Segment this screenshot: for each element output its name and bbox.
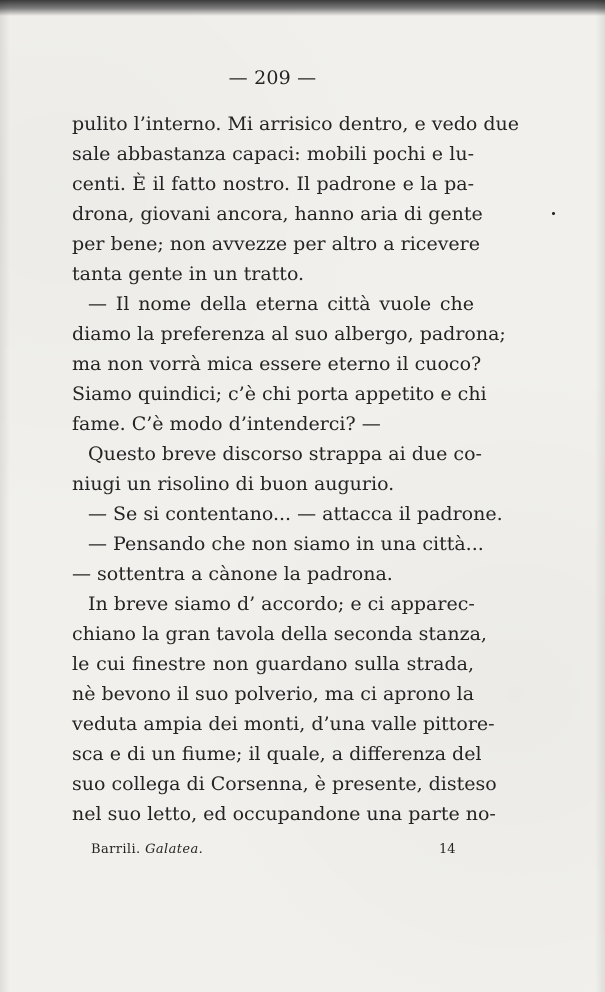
text-line-24: nel suo letto, ed occupandone una parte no- bbox=[72, 803, 496, 825]
text-line-15: — Pensando che non siamo in una città... bbox=[88, 533, 484, 555]
text-line-16: — sottentra a cànone la padrona. bbox=[72, 563, 393, 585]
text-line-22: sca e di un fiume; il quale, a differenza del bbox=[72, 743, 482, 765]
text-line-7: — Il nome della eterna città vuole che bbox=[88, 293, 474, 315]
scan-right-shadow bbox=[595, 0, 605, 992]
page-number: — 209 — bbox=[228, 67, 317, 89]
text-line-9: ma non vorrà mica essere eterno il cuoco? bbox=[72, 353, 482, 375]
ink-speck bbox=[552, 212, 555, 215]
text-line-14: — Se si contentano... — attacca il padrone. bbox=[88, 503, 503, 525]
footer-signature-label bbox=[91, 842, 203, 857]
text-line-5: per bene; non avvezze per altro a ricevere bbox=[72, 233, 480, 255]
footer-author: Barrili. bbox=[91, 842, 141, 857]
footer-signature-number: 14 bbox=[439, 842, 456, 857]
text-line-3: centi. È il fatto nostro. Il padrone e la pa- bbox=[72, 173, 474, 195]
text-line-1: pulito l’interno. Mi arrisico dentro, e vedo due bbox=[72, 113, 519, 135]
text-line-4: drona, giovani ancora, hanno aria di gente bbox=[72, 203, 483, 225]
text-line-17: In breve siamo d’ accordo; e ci apparec- bbox=[88, 593, 475, 615]
text-line-8: diamo la preferenza al suo albergo, padrona; bbox=[72, 323, 506, 345]
scan-left-shadow bbox=[0, 0, 10, 992]
text-line-10: Siamo quindici; c’è chi porta appetito e chi bbox=[72, 383, 487, 405]
text-line-11: fame. C’è modo d’intenderci? — bbox=[72, 413, 381, 435]
text-line-13: niugi un risolino di buon augurio. bbox=[72, 473, 395, 495]
text-line-12: Questo breve discorso strappa ai due co- bbox=[88, 443, 482, 465]
text-line-6: tanta gente in un tratto. bbox=[72, 263, 305, 285]
text-line-21: veduta ampia dei monti, d’una valle pittore- bbox=[72, 713, 495, 735]
footer-title: Galatea. bbox=[145, 842, 204, 857]
text-line-2: sale abbastanza capaci: mobili pochi e lu- bbox=[72, 143, 474, 165]
text-line-23: suo collega di Corsenna, è presente, disteso bbox=[72, 773, 497, 795]
text-line-19: le cui finestre non guardano sulla strada, bbox=[72, 653, 474, 675]
scan-top-edge bbox=[0, 0, 605, 16]
text-line-20: nè bevono il suo polverio, ma ci aprono la bbox=[72, 683, 475, 705]
body-text bbox=[72, 109, 519, 829]
text-line-18: chiano la gran tavola della seconda stanza, bbox=[72, 623, 487, 645]
